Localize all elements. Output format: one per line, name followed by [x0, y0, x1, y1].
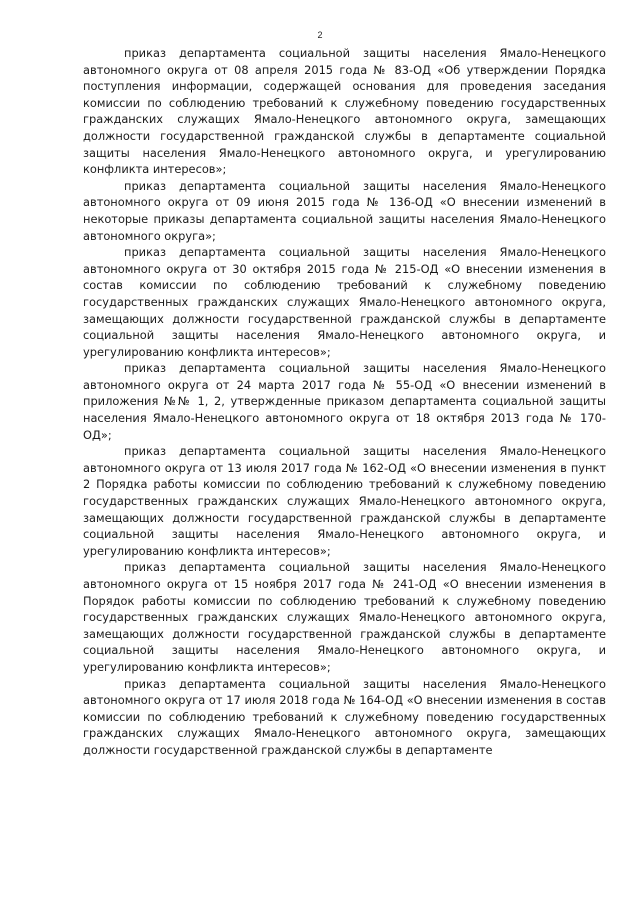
paragraph-order-215: приказ департамента социальной защиты населения Ямало-Ненецкого автономного округа от 30 октября 2015 года № 215-ОД «О внесении изменения в состав комиссии по соблюдению требований к служебному поведению государственных гражданских служащих Ямало-Ненецкого автономного округа, замещающих должности государственной гражданской службы в департаменте социальной защиты населения Ямало-Ненецкого автономного округа, и урегулированию конфликта интересов»;: [83, 245, 606, 359]
paragraph-order-162: приказ департамента социальной защиты населения Ямало-Ненецкого автономного округа от 13 июля 2017 года № 162-ОД «О внесении изменения в пункт 2 Порядка работы комиссии по соблюдению требований к служебному поведению государственных гражданских служащих Ямало-Ненецкого автономного округа, замещающих должности государственной гражданской службы в департаменте социальной защиты населения Ямало-Ненецкого автономного округа, и урегулированию конфликта интересов»;: [83, 444, 606, 558]
page-number: 2: [317, 30, 323, 40]
paragraph-order-164: приказ департамента социальной защиты населения Ямало-Ненецкого автономного округа от 17 июля 2018 года № 164-ОД «О внесении изменения в состав комиссии по соблюдению требований к служебному поведению государственных гражданских служащих Ямало-Ненецкого автономного округа, замещающих должности государственной гражданской службы в департаменте: [83, 676, 606, 757]
paragraph-order-241: приказ департамента социальной защиты населения Ямало-Ненецкого автономного округа от 15 ноября 2017 года № 241-ОД «О внесении изменения в Порядок работы комиссии по соблюдению требований к служебному поведению государственных гражданских служащих Ямало-Ненецкого автономного округа, замещающих должности государственной гражданской службы в департаменте социальной защиты населения Ямало-Ненецкого автономного округа, и урегулированию конфликта интересов»;: [83, 560, 606, 674]
document-body: [83, 45, 606, 759]
paragraph-order-83: приказ департамента социальной защиты населения Ямало-Ненецкого автономного округа от 08 апреля 2015 года № 83-ОД «Об утверждении Порядка поступления информации, содержащей основания для проведения заседания комиссии по соблюдению требований к служебному поведению государственных гражданских служащих Ямало-Ненецкого автономного округа, замещающих должности государственной гражданской службы в департаменте социальной защиты населения Ямало-Ненецкого автономного округа, и урегулированию конфликта интересов»;: [83, 46, 606, 177]
paragraph-order-55: приказ департамента социальной защиты населения Ямало-Ненецкого автономного округа от 24 марта 2017 года № 55-ОД «О внесении изменений в приложения №№ 1, 2, утвержденные приказом департамента социальной защиты населения Ямало-Ненецкого автономного округа от 18 октября 2013 года № 170-ОД»;: [83, 361, 606, 442]
paragraph-order-136: приказ департамента социальной защиты населения Ямало-Ненецкого автономного округа от 09 июня 2015 года № 136-ОД «О внесении изменений в некоторые приказы департамента социальной защиты населения Ямало-Ненецкого автономного округа»;: [83, 178, 606, 243]
